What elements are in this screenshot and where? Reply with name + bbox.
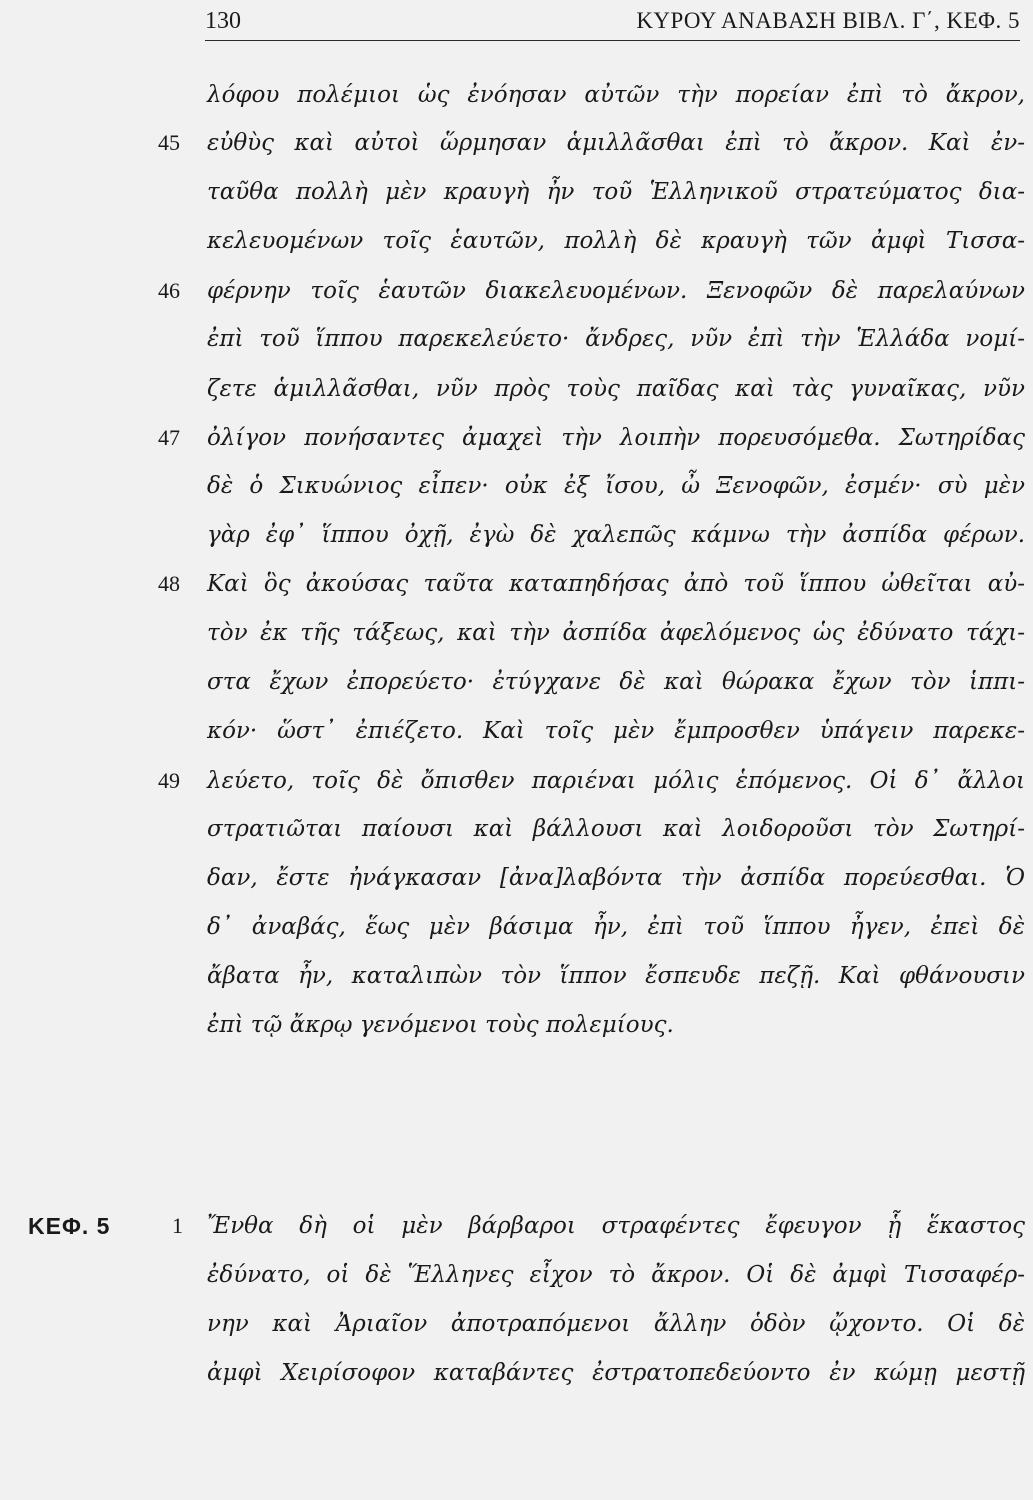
text-line: ταῦθα πολλὴ μὲν κραυγὴ ἦν τοῦ Ἑλληνικοῦ στρατεύματος δια- (207, 179, 1025, 205)
section-number-48: 48 (158, 571, 180, 596)
text-line: ἐπὶ τοῦ ἵππου παρεκελεύετο· ἄνδρες, νῦν ἐπὶ τὴν Ἑλλάδα νομί- (207, 326, 1025, 352)
text-line: νην καὶ Ἀριαῖον ἀποτραπόμενοι ἄλλην ὁδὸν ᾤχοντο. Οἱ δὲ (207, 1311, 1025, 1337)
text-line: λόφου πολέμιοι ὡς ἐνόησαν αὐτῶν τὴν πορείαν ἐπὶ τὸ ἄκρον, (207, 82, 1025, 108)
text-line: Ἔνθα δὴ οἱ μὲν βάρβαροι στραφέντες ἔφευγον ᾗ ἕκαστος (207, 1213, 1025, 1239)
text-line: δαν, ἔστε ἠνάγκασαν [ἀνα]λαβόντα τὴν ἀσπίδα πορεύεσθαι. Ὁ (207, 865, 1025, 891)
text-line: εὐθὺς καὶ αὐτοὶ ὥρμησαν ἁμιλλᾶσθαι ἐπὶ τὸ ἄκρον. Καὶ ἐν- (207, 130, 1025, 156)
page-number: 130 (205, 8, 241, 34)
text-line: ἀμφὶ Χειρίσοφον καταβάντες ἐστρατοπεδεύοντο ἐν κώμῃ μεστῇ (207, 1360, 1025, 1386)
text-line: τὸν ἐκ τῆς τάξεως, καὶ τὴν ἀσπίδα ἀφελόμενος ὡς ἐδύνατο τάχι- (207, 620, 1025, 646)
running-head: ΚΥΡΟΥ ΑΝΑΒΑΣΗ ΒΙΒΛ. Γ΄, ΚΕΦ. 5 (636, 8, 1020, 33)
text-line: φέρνην τοῖς ἑαυτῶν διακελευομένων. Ξενοφῶν δὲ παρελαύνων (207, 278, 1025, 304)
chapter-label: ΚΕΦ. 5 (28, 1213, 111, 1239)
text-line: κόν· ὥστ᾽ ἐπιέζετο. Καὶ τοῖς μὲν ἔμπροσθεν ὑπάγειν παρεκε- (207, 718, 1025, 744)
text-line: ἐπὶ τῷ ἄκρῳ γενόμενοι τοὺς πολεμίους. (207, 1012, 674, 1038)
text-line: ἄβατα ἦν, καταλιπὼν τὸν ἵππον ἔσπευδε πεζῇ. Καὶ φθάνουσιν (207, 963, 1025, 989)
section-number-46: 46 (158, 278, 180, 303)
page-header (205, 6, 1020, 41)
text-line: κελευομένων τοῖς ἑαυτῶν, πολλὴ δὲ κραυγὴ τῶν ἀμφὶ Τισσα- (207, 228, 1025, 254)
text-line: λεύετο, τοῖς δὲ ὄπισθεν παριέναι μόλις ἑπόμενος. Οἱ δ᾽ ἄλλοι (207, 768, 1025, 794)
text-line: δὲ ὁ Σικυώνιος εἶπεν· οὐκ ἐξ ἴσου, ὦ Ξενοφῶν, ἐσμέν· σὺ μὲν (207, 473, 1025, 499)
section-number-49: 49 (158, 768, 180, 793)
text-line: ἐδύνατο, οἱ δὲ Ἕλληνες εἶχον τὸ ἄκρον. Οἱ δὲ ἀμφὶ Τισσαφέρ- (207, 1262, 1025, 1288)
section-number-47: 47 (158, 425, 180, 450)
text-line: δ᾽ ἀναβάς, ἕως μὲν βάσιμα ἦν, ἐπὶ τοῦ ἵππου ἦγεν, ἐπεὶ δὲ (207, 914, 1025, 940)
text-line: ὀλίγον πονήσαντες ἀμαχεὶ τὴν λοιπὴν πορευσόμεθα. Σωτηρίδας (207, 425, 1025, 451)
text-line: στρατιῶται παίουσι καὶ βάλλουσι καὶ λοιδοροῦσι τὸν Σωτηρί- (207, 816, 1025, 842)
text-line: Καὶ ὃς ἀκούσας ταῦτα καταπηδήσας ἀπὸ τοῦ ἵππου ὠθεῖται αὐ- (207, 571, 1025, 597)
section-number-1: 1 (172, 1213, 183, 1238)
text-line: στα ἔχων ἐπορεύετο· ἐτύγχανε δὲ καὶ θώρακα ἔχων τὸν ἱππι- (207, 669, 1025, 695)
text-line: γὰρ ἐφ᾽ ἵππου ὀχῇ, ἐγὼ δὲ χαλεπῶς κάμνω τὴν ἀσπίδα φέρων. (207, 522, 1025, 548)
text-line: ζετε ἁμιλλᾶσθαι, νῦν πρὸς τοὺς παῖδας καὶ τὰς γυναῖκας, νῦν (207, 376, 1025, 402)
section-number-45: 45 (158, 130, 180, 155)
